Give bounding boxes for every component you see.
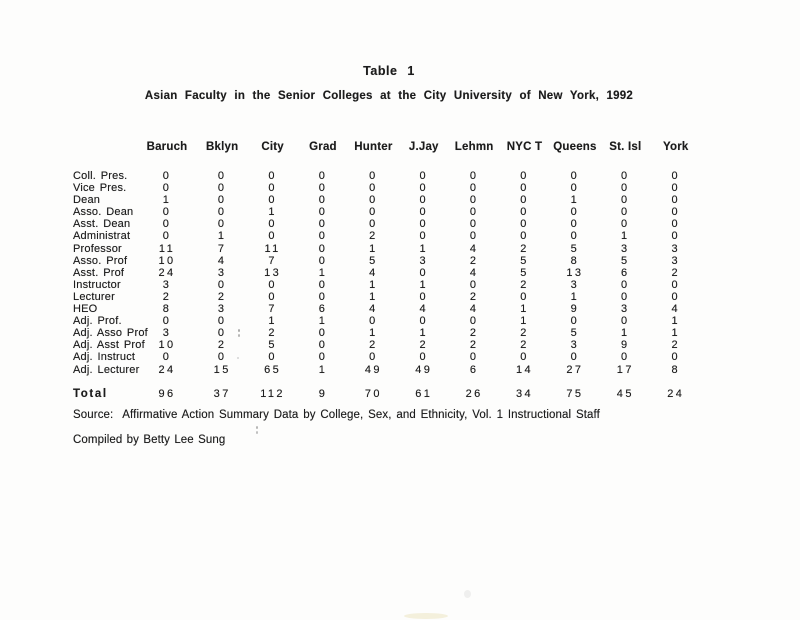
value-cell: 0	[318, 194, 328, 207]
value-cell: 1	[369, 290, 378, 303]
value-cell: 2	[671, 339, 680, 352]
table-body	[73, 170, 701, 376]
column-header-j-jay: J.Jay	[408, 141, 439, 153]
value-cell: 0	[621, 194, 630, 207]
value-cell: 2	[520, 339, 529, 352]
value-cell: 0	[318, 230, 328, 243]
value-cell: 0	[268, 351, 277, 364]
value-cell: 1	[419, 242, 429, 255]
row-label: Instructor	[73, 278, 121, 291]
table-row	[73, 339, 701, 351]
value-cell: 65	[264, 363, 282, 376]
value-cell: 0	[570, 230, 580, 243]
column-header-grad: Grad	[309, 141, 337, 153]
value-cell: 24	[158, 363, 176, 376]
value-cell: 0	[671, 194, 680, 207]
value-cell: 0	[419, 206, 429, 219]
value-cell: 0	[469, 315, 479, 328]
table-row	[73, 303, 701, 315]
value-cell: 0	[671, 170, 680, 182]
value-cell: 0	[570, 182, 580, 195]
value-cell: 0	[469, 218, 479, 231]
row-label: Lecturer	[73, 290, 115, 303]
value-cell: 3	[570, 339, 580, 352]
value-cell: 1	[419, 327, 429, 340]
value-cell: 27	[566, 363, 584, 376]
value-cell: 1	[520, 315, 529, 328]
total-row-label: Total	[73, 388, 108, 401]
value-cell: 2	[469, 339, 479, 352]
value-cell: 0	[369, 170, 378, 182]
value-cell: 3	[217, 266, 227, 279]
value-cell: 1	[369, 242, 378, 255]
source-note: Source: Affirmative Action Summary Data by College, Sex, and Ethnicity, Vol. 1 Instructional Staff	[73, 409, 600, 421]
value-cell: 0	[520, 206, 529, 219]
value-cell: 17	[616, 363, 634, 376]
column-header-hunter: Hunter	[354, 141, 393, 153]
compiled-by-note: Compiled by Betty Lee Sung	[73, 434, 226, 446]
value-cell: 0	[217, 218, 227, 231]
value-cell: 0	[570, 170, 580, 182]
value-cell: 10	[158, 254, 176, 267]
value-cell: 2	[469, 327, 479, 340]
column-header-row	[73, 141, 701, 170]
value-cell: 11	[158, 242, 176, 255]
row-label: Asst. Prof	[73, 266, 125, 279]
value-cell: 2	[671, 266, 680, 279]
value-cell: 5	[520, 266, 529, 279]
value-cell: 4	[469, 242, 479, 255]
row-label: Adj. Asst Prof	[73, 339, 145, 352]
value-cell: 0	[318, 339, 328, 352]
value-cell: 4	[469, 266, 479, 279]
value-cell: 0	[469, 170, 479, 182]
total-value-cell: 70	[364, 388, 382, 401]
value-cell: 0	[369, 315, 378, 328]
row-label: Asst. Dean	[73, 218, 131, 231]
value-cell: 0	[162, 182, 172, 195]
value-cell: 1	[520, 303, 529, 316]
value-cell: 0	[268, 230, 277, 243]
value-cell: 6	[469, 363, 479, 376]
value-cell: 1	[318, 266, 328, 279]
value-cell: 0	[162, 230, 172, 243]
value-cell: 0	[162, 218, 172, 231]
value-cell: 2	[268, 327, 277, 340]
value-cell: 1	[621, 230, 630, 243]
value-cell: 0	[621, 218, 630, 231]
value-cell: 3	[621, 242, 630, 255]
table-row	[73, 170, 701, 182]
value-cell: 0	[621, 206, 630, 219]
value-cell: 0	[671, 206, 680, 219]
row-label: Adj. Prof.	[73, 315, 122, 328]
value-cell: 0	[520, 290, 529, 303]
table-row	[73, 279, 701, 291]
value-cell: 13	[264, 266, 282, 279]
value-cell: 0	[621, 351, 630, 364]
value-cell: 3	[671, 254, 680, 267]
value-cell: 7	[268, 303, 277, 316]
value-cell: 0	[268, 278, 277, 291]
value-cell: 2	[469, 290, 479, 303]
value-cell: 0	[671, 230, 680, 243]
column-header-lehmn: Lehmn	[454, 141, 494, 153]
total-row	[73, 388, 701, 401]
value-cell: 0	[469, 194, 479, 207]
value-cell: 0	[520, 218, 529, 231]
value-cell: 4	[469, 303, 479, 316]
value-cell: 1	[570, 194, 580, 207]
value-cell: 4	[369, 303, 378, 316]
value-cell: 6	[318, 303, 328, 316]
total-value-cell: 37	[213, 388, 231, 401]
column-header-city: City	[261, 141, 284, 153]
value-cell: 0	[520, 170, 529, 182]
total-value-cell: 34	[516, 388, 534, 401]
row-label: Adj. Instruct	[73, 351, 136, 364]
column-header-york: York	[662, 141, 689, 153]
value-cell: 3	[419, 254, 429, 267]
column-header-bklyn: Bklyn	[206, 141, 239, 153]
scan-speck	[464, 590, 471, 598]
value-cell: 0	[570, 206, 580, 219]
value-cell: 0	[419, 194, 429, 207]
value-cell: 8	[671, 363, 680, 376]
total-value-cell: 24	[667, 388, 685, 401]
scan-smudge	[404, 613, 448, 619]
value-cell: 0	[621, 315, 630, 328]
value-cell: 0	[469, 278, 479, 291]
row-label: Administrat	[73, 230, 131, 243]
value-cell: 0	[318, 170, 328, 182]
value-cell: 0	[217, 327, 227, 340]
row-label: Adj. Asso Prof	[73, 327, 148, 340]
value-cell: 10	[158, 339, 176, 352]
value-cell: 2	[520, 327, 529, 340]
value-cell: 1	[369, 278, 378, 291]
value-cell: 49	[364, 363, 382, 376]
value-cell: 0	[217, 351, 227, 364]
value-cell: 1	[318, 315, 328, 328]
scan-speck	[256, 426, 258, 429]
value-cell: 5	[570, 242, 580, 255]
value-cell: 0	[671, 290, 680, 303]
value-cell: 0	[469, 230, 479, 243]
value-cell: 0	[621, 182, 630, 195]
value-cell: 0	[217, 206, 227, 219]
row-label: Adj. Lecturer	[73, 363, 140, 376]
value-cell: 1	[369, 327, 378, 340]
value-cell: 2	[520, 242, 529, 255]
value-cell: 0	[671, 182, 680, 195]
value-cell: 4	[369, 266, 378, 279]
value-cell: 0	[621, 170, 630, 182]
table-row	[73, 230, 701, 242]
value-cell: 0	[268, 194, 277, 207]
value-cell: 13	[566, 266, 584, 279]
column-header-nyc-t: NYC T	[506, 141, 543, 153]
total-value-cell: 9	[318, 388, 328, 401]
value-cell: 2	[217, 290, 227, 303]
value-cell: 0	[621, 290, 630, 303]
value-cell: 0	[268, 290, 277, 303]
value-cell: 5	[268, 339, 277, 352]
value-cell: 0	[671, 218, 680, 231]
value-cell: 1	[162, 194, 172, 207]
value-cell: 3	[217, 303, 227, 316]
value-cell: 0	[217, 194, 227, 207]
scan-speck	[237, 357, 239, 359]
table-row	[73, 351, 701, 363]
value-cell: 1	[268, 315, 277, 328]
value-cell: 0	[671, 351, 680, 364]
value-cell: 3	[162, 278, 172, 291]
value-cell: 0	[369, 206, 378, 219]
value-cell: 5	[570, 327, 580, 340]
table-row	[73, 315, 701, 327]
value-cell: 0	[369, 194, 378, 207]
value-cell: 1	[419, 278, 429, 291]
value-cell: 2	[419, 339, 429, 352]
value-cell: 2	[369, 230, 378, 243]
value-cell: 8	[570, 254, 580, 267]
total-value-cell: 26	[465, 388, 483, 401]
value-cell: 2	[217, 339, 227, 352]
value-cell: 0	[419, 170, 429, 182]
value-cell: 14	[516, 363, 534, 376]
value-cell: 0	[520, 194, 529, 207]
total-value-cell: 96	[158, 388, 176, 401]
value-cell: 0	[419, 351, 429, 364]
column-header-baruch: Baruch	[146, 141, 188, 153]
value-cell: 0	[369, 351, 378, 364]
value-cell: 9	[570, 303, 580, 316]
value-cell: 0	[621, 278, 630, 291]
value-cell: 1	[318, 363, 328, 376]
value-cell: 0	[217, 315, 227, 328]
value-cell: 3	[570, 278, 580, 291]
value-cell: 0	[570, 315, 580, 328]
total-value-cell: 112	[260, 388, 285, 401]
column-header-queens: Queens	[553, 141, 597, 153]
value-cell: 0	[419, 266, 429, 279]
value-cell: 0	[419, 290, 429, 303]
value-cell: 15	[213, 363, 231, 376]
total-value-cell: 61	[415, 388, 433, 401]
value-cell: 3	[162, 327, 172, 340]
value-cell: 0	[318, 182, 328, 195]
value-cell: 1	[671, 315, 680, 328]
value-cell: 11	[264, 242, 281, 255]
value-cell: 2	[520, 278, 529, 291]
value-cell: 8	[162, 303, 172, 316]
value-cell: 0	[419, 182, 429, 195]
scan-speck	[238, 329, 240, 332]
value-cell: 0	[570, 351, 580, 364]
value-cell: 0	[318, 290, 328, 303]
table-row	[73, 327, 701, 339]
value-cell: 0	[318, 254, 328, 267]
value-cell: 0	[318, 327, 328, 340]
value-cell: 0	[520, 182, 529, 195]
row-label: HEO	[73, 303, 98, 316]
value-cell: 7	[268, 254, 277, 267]
value-cell: 1	[217, 230, 227, 243]
value-cell: 4	[419, 303, 429, 316]
table-row	[73, 206, 701, 218]
value-cell: 49	[415, 363, 433, 376]
value-cell: 4	[671, 303, 680, 316]
value-cell: 0	[520, 351, 529, 364]
value-cell: 0	[268, 170, 277, 182]
table-row	[73, 194, 701, 206]
value-cell: 2	[369, 339, 378, 352]
table-row	[73, 364, 701, 376]
row-label: Vice Pres.	[73, 182, 127, 195]
value-cell: 0	[162, 315, 172, 328]
table-row	[73, 243, 701, 255]
table-row	[73, 267, 701, 279]
table-row	[73, 218, 701, 230]
header-spacer	[73, 141, 137, 170]
value-cell: 0	[217, 182, 227, 195]
value-cell: 7	[217, 242, 227, 255]
value-cell: 0	[469, 206, 479, 219]
value-cell: 0	[369, 182, 378, 195]
value-cell: 1	[671, 327, 680, 340]
value-cell: 0	[268, 218, 277, 231]
value-cell: 1	[570, 290, 580, 303]
row-label: Professor	[73, 242, 122, 255]
table-number-title: Table 1	[363, 64, 415, 78]
faculty-table	[73, 141, 701, 401]
value-cell: 6	[621, 266, 630, 279]
value-cell: 0	[162, 351, 172, 364]
value-cell: 0	[318, 278, 328, 291]
row-label: Asso. Prof	[73, 254, 128, 267]
value-cell: 0	[570, 218, 580, 231]
value-cell: 0	[318, 206, 328, 219]
value-cell: 1	[621, 327, 630, 340]
table-caption: Asian Faculty in the Senior Colleges at the City University of New York, 1992	[144, 90, 634, 102]
scan-speck	[238, 334, 240, 337]
scan-speck	[256, 431, 258, 434]
table-row	[73, 255, 701, 267]
value-cell: 3	[621, 303, 630, 316]
row-label: Coll. Pres.	[73, 170, 128, 182]
row-label: Dean	[73, 194, 101, 207]
table-row	[73, 182, 701, 194]
table-row	[73, 291, 701, 303]
value-cell: 5	[520, 254, 529, 267]
value-cell: 0	[217, 170, 227, 182]
value-cell: 0	[162, 206, 172, 219]
row-label: Asso. Dean	[73, 206, 134, 219]
total-value-cell: 45	[616, 388, 634, 401]
value-cell: 5	[621, 254, 630, 267]
value-cell: 0	[419, 230, 429, 243]
value-cell: 0	[318, 242, 328, 255]
value-cell: 0	[671, 278, 680, 291]
value-cell: 0	[217, 278, 227, 291]
value-cell: 0	[318, 218, 328, 231]
value-cell: 0	[469, 351, 479, 364]
value-cell: 5	[369, 254, 378, 267]
value-cell: 0	[419, 218, 429, 231]
value-cell: 3	[671, 242, 680, 255]
column-header-st-isl: St. Isl	[609, 141, 642, 153]
value-cell: 0	[419, 315, 429, 328]
value-cell: 2	[469, 254, 479, 267]
value-cell: 4	[217, 254, 227, 267]
value-cell: 0	[369, 218, 378, 231]
value-cell: 1	[268, 206, 277, 219]
value-cell: 9	[621, 339, 630, 352]
value-cell: 0	[469, 182, 479, 195]
total-value-cell: 75	[566, 388, 584, 401]
value-cell: 0	[520, 230, 529, 243]
value-cell: 24	[158, 266, 176, 279]
value-cell: 2	[162, 290, 172, 303]
value-cell: 0	[162, 170, 172, 182]
value-cell: 0	[268, 182, 277, 195]
value-cell: 0	[318, 351, 328, 364]
